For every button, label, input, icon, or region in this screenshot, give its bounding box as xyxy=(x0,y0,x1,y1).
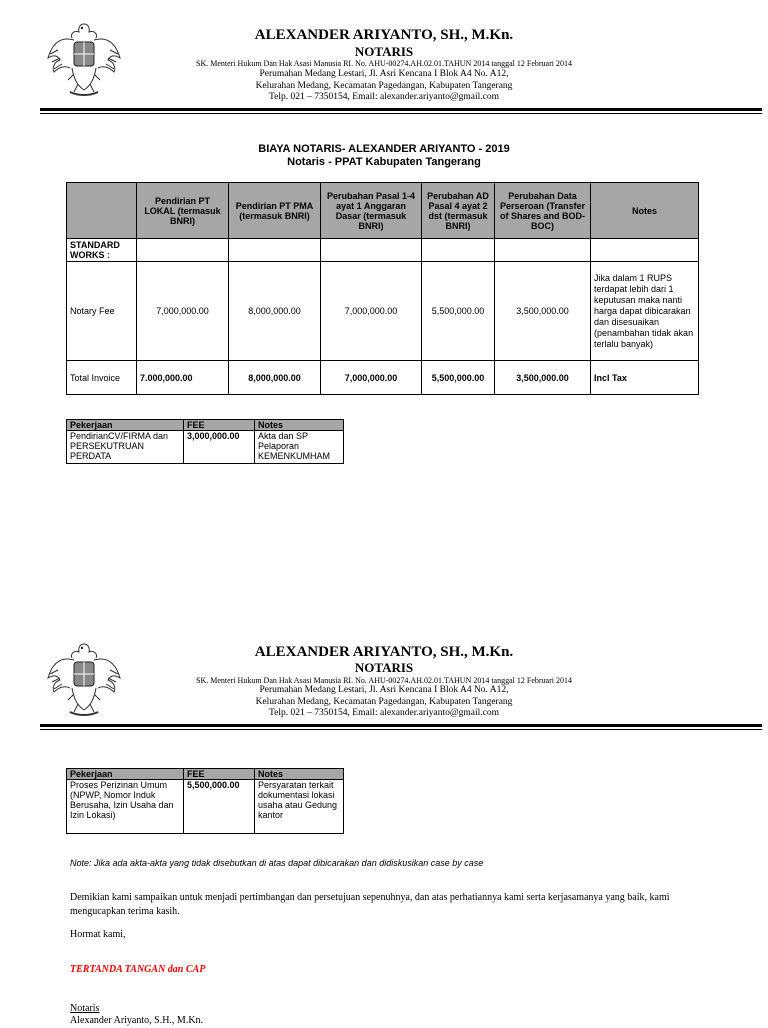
total-cell: 8,000,000.00 xyxy=(229,361,321,395)
fee-table xyxy=(66,182,699,395)
fee-cell: 7,000,000.00 xyxy=(137,262,229,361)
table-header-row xyxy=(67,769,344,780)
perizinan-table xyxy=(66,768,344,834)
table-header-row xyxy=(67,420,344,431)
header-fee: FEE xyxy=(184,420,255,431)
cv-firma-table xyxy=(66,419,344,464)
fee-cell: 5,500,000.00 xyxy=(422,262,495,361)
notary-name: ALEXANDER ARIYANTO, SH., M.Kn. xyxy=(254,27,514,43)
notes-cell: Akta dan SP Pelaporan KEMENKUMHAM xyxy=(255,431,344,464)
fee-table-header-cell: Notes xyxy=(591,183,699,239)
fee-table-header-cell: Perubahan AD Pasal 4 ayat 2 dst (termasuk BNRI) xyxy=(422,183,495,239)
fee-table-header-cell: Perubahan Pasal 1-4 ayat 1 Anggaran Dasar (termasuk BNRI) xyxy=(321,183,422,239)
header-notes: Notes xyxy=(255,769,344,780)
sk-decree-line: SK. Menteri Hukum Dan Hak Asasi Manusia RI. No. AHU-00274.AH.02.01.TAHUN 2014 tanggal 12 Februari 2014 xyxy=(196,676,572,685)
fee-table-header-cell: Perubahan Data Perseroan (Transfer of Shares and BOD-BOC) xyxy=(495,183,591,239)
fee-cell: 5,500,000.00 xyxy=(184,780,255,834)
letterhead-rule-thin xyxy=(40,729,762,730)
fee-heading-subtitle: Notaris - PPAT Kabupaten Tangerang xyxy=(287,156,481,168)
note-text: Note: Jika ada akta-akta yang tidak disebutkan di atas dapat dibicarakan dan didiskusikan case by case xyxy=(70,858,484,868)
table-row xyxy=(67,361,699,395)
contact-line: Telp. 021 – 7350154, Email: alexander.ariyanto@gmail.com xyxy=(269,708,499,718)
letterhead-top xyxy=(0,0,768,120)
notary-title: NOTARIS xyxy=(354,660,414,675)
total-cell: 3,500,000.00 xyxy=(495,361,591,395)
header-pekerjaan: Pekerjaan xyxy=(67,420,184,431)
signatory-role: Notaris xyxy=(70,1003,100,1014)
sk-decree-line: SK. Menteri Hukum Dan Hak Asasi Manusia RI. No. AHU-00274.AH.02.01.TAHUN 2014 tanggal 12 Februari 2014 xyxy=(196,59,572,68)
address-line-1: Perumahan Medang Lestari, Jl. Asri Kencana I Blok A4 No. A12, xyxy=(259,69,509,79)
header-notes: Notes xyxy=(255,420,344,431)
fee-table-header-cell: Pendirian PT LOKAL (termasuk BNRI) xyxy=(137,183,229,239)
contact-line: Telp. 021 – 7350154, Email: alexander.ariyanto@gmail.com xyxy=(269,92,499,102)
address-line-1: Perumahan Medang Lestari, Jl. Asri Kencana I Blok A4 No. A12, xyxy=(259,685,509,695)
notary-title: NOTARIS xyxy=(354,44,414,59)
address-line-2: Kelurahan Medang, Kecamatan Pagedangan, Kabupaten Tangerang xyxy=(255,697,513,707)
address-line-2: Kelurahan Medang, Kecamatan Pagedangan, Kabupaten Tangerang xyxy=(255,81,513,91)
fee-cell: 3,500,000.00 xyxy=(495,262,591,361)
letterhead-rule-thin xyxy=(40,113,762,114)
signatory-name: Alexander Ariyanto, S.H., M.Kn. xyxy=(70,1015,204,1026)
header-pekerjaan: Pekerjaan xyxy=(67,769,184,780)
letterhead-rule-thick xyxy=(40,108,762,111)
pekerjaan-cell: Proses Perizinan Umum (NPWP, Nomor Induk Berusaha, Izin Usaha dan Izin Lokasi) xyxy=(67,780,184,834)
notes-cell: Persyaratan terkait dokumentasi lokasi usaha atau Gedung kantor xyxy=(255,780,344,834)
row-label: Notary Fee xyxy=(67,262,137,361)
header-fee: FEE xyxy=(184,769,255,780)
signature-placeholder: TERTANDA TANGAN dan CAP xyxy=(70,964,206,975)
section-label: STANDARD WORKS : xyxy=(67,239,137,262)
fee-table-section-row xyxy=(67,239,699,262)
table-row xyxy=(67,262,699,361)
pekerjaan-cell: PendirianCV/FIRMA dan PERSEKUTRUAN PERDATA xyxy=(67,431,184,464)
fee-heading-title: BIAYA NOTARIS- ALEXANDER ARIYANTO - 2019 xyxy=(258,143,510,155)
notes-cell: Jika dalam 1 RUPS terdapat lebih dari 1 keputusan maka nanti harga dapat dibicarakan dan disesuaikan (penambahan tidak akan terlalu banyak) xyxy=(591,262,699,361)
fee-cell: 8,000,000.00 xyxy=(229,262,321,361)
fee-table-header-cell xyxy=(67,183,137,239)
table-row xyxy=(67,431,344,464)
notary-name: ALEXANDER ARIYANTO, SH., M.Kn. xyxy=(254,644,514,660)
fee-cell: 3,000,000.00 xyxy=(184,431,255,464)
fee-cell: 7,000,000.00 xyxy=(321,262,422,361)
fee-table-header-row xyxy=(67,183,699,239)
total-cell: 7.000,000.00 xyxy=(137,361,229,395)
closing-paragraph: Demikian kami sampaikan untuk menjadi pertimbangan dan persetujuan sepenuhnya, dan atas perhatiannya kami serta kerjasamanya yang baik, kami mengucapkan terima kasih. xyxy=(70,892,670,917)
table-row xyxy=(67,780,344,834)
total-cell: 5,500,000.00 xyxy=(422,361,495,395)
total-cell: 7,000,000.00 xyxy=(321,361,422,395)
fee-table-header-cell: Pendirian PT PMA (termasuk BNRI) xyxy=(229,183,321,239)
letterhead-second xyxy=(0,620,768,740)
notes-cell: Incl Tax xyxy=(591,361,699,395)
regards-text: Hormat kami, xyxy=(70,929,126,940)
row-label: Total Invoice xyxy=(67,361,137,395)
letterhead-rule-thick xyxy=(40,724,762,727)
